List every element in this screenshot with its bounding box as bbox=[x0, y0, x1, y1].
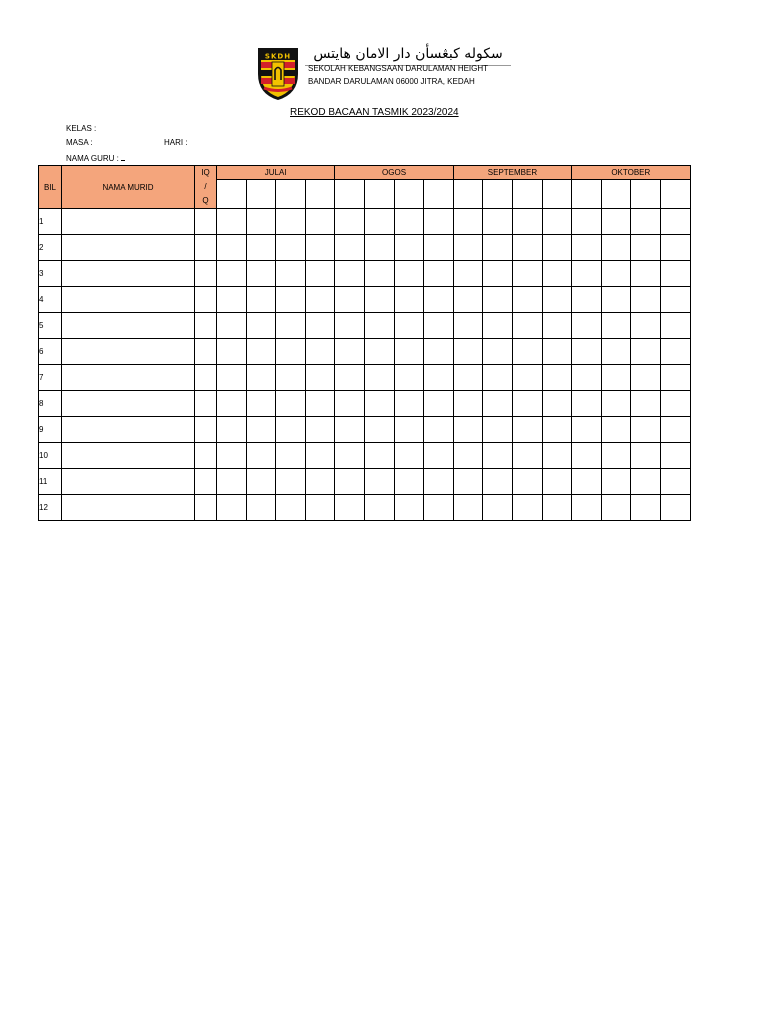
week-cell[interactable] bbox=[364, 339, 394, 365]
week-cell[interactable] bbox=[217, 469, 247, 495]
week-cell[interactable] bbox=[217, 417, 247, 443]
week-cell[interactable] bbox=[276, 235, 306, 261]
row-number: 4 bbox=[39, 287, 62, 313]
week-cell[interactable] bbox=[246, 391, 276, 417]
week-cell[interactable] bbox=[542, 469, 572, 495]
week-cell[interactable] bbox=[542, 235, 572, 261]
header-month-julai: JULAI bbox=[217, 166, 335, 180]
week-cell[interactable] bbox=[660, 261, 690, 287]
week-cell[interactable] bbox=[217, 365, 247, 391]
week-cell[interactable] bbox=[453, 417, 483, 443]
info-masa-label: MASA : bbox=[66, 138, 93, 147]
week-cell[interactable] bbox=[512, 469, 542, 495]
week-cell[interactable] bbox=[394, 391, 424, 417]
week-cell[interactable] bbox=[601, 287, 631, 313]
week-cell[interactable] bbox=[364, 313, 394, 339]
week-cell[interactable] bbox=[572, 443, 602, 469]
week-cell[interactable] bbox=[483, 287, 513, 313]
week-cell[interactable] bbox=[572, 287, 602, 313]
week-cell[interactable] bbox=[453, 443, 483, 469]
week-cell[interactable] bbox=[660, 235, 690, 261]
week-cell[interactable] bbox=[246, 287, 276, 313]
week-cell[interactable] bbox=[305, 287, 335, 313]
week-cell[interactable] bbox=[305, 339, 335, 365]
iqq-cell[interactable] bbox=[195, 469, 217, 495]
week-cell[interactable] bbox=[276, 495, 306, 521]
week-cell[interactable] bbox=[512, 261, 542, 287]
week-cell[interactable] bbox=[246, 443, 276, 469]
week-cell[interactable] bbox=[453, 365, 483, 391]
week-cell[interactable] bbox=[483, 235, 513, 261]
week-cell[interactable] bbox=[246, 365, 276, 391]
week-cell[interactable] bbox=[276, 443, 306, 469]
week-cell[interactable] bbox=[483, 391, 513, 417]
week-cell[interactable] bbox=[512, 339, 542, 365]
table-row bbox=[39, 365, 691, 391]
header-iqq-part: IQ bbox=[201, 168, 210, 177]
week-cell[interactable] bbox=[276, 313, 306, 339]
table-row bbox=[39, 495, 691, 521]
school-name-jawi: سکوله کبڠسأن دار الامان هايتس bbox=[305, 43, 511, 66]
week-cell[interactable] bbox=[542, 417, 572, 443]
nama-murid-cell[interactable] bbox=[62, 443, 195, 469]
week-cell[interactable] bbox=[335, 417, 365, 443]
table-row bbox=[39, 391, 691, 417]
week-cell[interactable] bbox=[394, 469, 424, 495]
week-cell[interactable] bbox=[631, 417, 661, 443]
week-cell[interactable] bbox=[512, 391, 542, 417]
header-week-cell bbox=[394, 180, 424, 209]
header-week-cell bbox=[217, 180, 247, 209]
table-row bbox=[39, 469, 691, 495]
week-cell[interactable] bbox=[601, 209, 631, 235]
week-cell[interactable] bbox=[305, 261, 335, 287]
week-cell[interactable] bbox=[453, 287, 483, 313]
iqq-cell[interactable] bbox=[195, 209, 217, 235]
week-cell[interactable] bbox=[512, 287, 542, 313]
header-week-cell bbox=[660, 180, 690, 209]
week-cell[interactable] bbox=[424, 391, 454, 417]
week-cell[interactable] bbox=[572, 469, 602, 495]
week-cell[interactable] bbox=[305, 235, 335, 261]
week-cell[interactable] bbox=[335, 339, 365, 365]
week-cell[interactable] bbox=[572, 417, 602, 443]
table-row bbox=[39, 417, 691, 443]
iqq-cell[interactable] bbox=[195, 417, 217, 443]
week-cell[interactable] bbox=[424, 495, 454, 521]
week-cell[interactable] bbox=[512, 365, 542, 391]
week-cell[interactable] bbox=[335, 391, 365, 417]
nama-murid-cell[interactable] bbox=[62, 365, 195, 391]
week-cell[interactable] bbox=[305, 417, 335, 443]
week-cell[interactable] bbox=[542, 261, 572, 287]
week-cell[interactable] bbox=[483, 209, 513, 235]
week-cell[interactable] bbox=[542, 443, 572, 469]
week-cell[interactable] bbox=[217, 209, 247, 235]
header-month-ogos: OGOS bbox=[335, 166, 453, 180]
week-cell[interactable] bbox=[305, 391, 335, 417]
week-cell[interactable] bbox=[217, 495, 247, 521]
week-cell[interactable] bbox=[542, 391, 572, 417]
week-cell[interactable] bbox=[364, 391, 394, 417]
week-cell[interactable] bbox=[276, 391, 306, 417]
week-cell[interactable] bbox=[364, 469, 394, 495]
week-cell[interactable] bbox=[453, 313, 483, 339]
week-cell[interactable] bbox=[305, 209, 335, 235]
week-cell[interactable] bbox=[572, 209, 602, 235]
row-number: 11 bbox=[39, 469, 62, 495]
row-number: 7 bbox=[39, 365, 62, 391]
table-row bbox=[39, 235, 691, 261]
week-cell[interactable] bbox=[542, 339, 572, 365]
header-week-cell bbox=[246, 180, 276, 209]
week-cell[interactable] bbox=[483, 313, 513, 339]
week-cell[interactable] bbox=[660, 417, 690, 443]
header-week-cell bbox=[305, 180, 335, 209]
school-crest-logo bbox=[256, 44, 300, 101]
week-cell[interactable] bbox=[276, 209, 306, 235]
week-cell[interactable] bbox=[424, 261, 454, 287]
week-cell[interactable] bbox=[364, 365, 394, 391]
week-cell[interactable] bbox=[631, 469, 661, 495]
info-nama-guru-label: NAMA GURU : bbox=[66, 154, 119, 163]
week-cell[interactable] bbox=[601, 235, 631, 261]
week-cell[interactable] bbox=[483, 365, 513, 391]
week-cell[interactable] bbox=[572, 365, 602, 391]
table-row bbox=[39, 287, 691, 313]
week-cell[interactable] bbox=[601, 391, 631, 417]
info-kelas-label: KELAS : bbox=[66, 124, 97, 133]
week-cell[interactable] bbox=[335, 365, 365, 391]
week-cell[interactable] bbox=[246, 339, 276, 365]
iqq-cell[interactable] bbox=[195, 443, 217, 469]
week-cell[interactable] bbox=[246, 261, 276, 287]
week-cell[interactable] bbox=[335, 469, 365, 495]
week-cell[interactable] bbox=[572, 261, 602, 287]
header-week-cell bbox=[601, 180, 631, 209]
week-cell[interactable] bbox=[276, 365, 306, 391]
row-number: 12 bbox=[39, 495, 62, 521]
week-cell[interactable] bbox=[660, 313, 690, 339]
header-week-cell bbox=[512, 180, 542, 209]
header-iqq-part: / bbox=[204, 182, 207, 191]
nama-murid-cell[interactable] bbox=[62, 235, 195, 261]
week-cell[interactable] bbox=[660, 287, 690, 313]
week-cell[interactable] bbox=[601, 469, 631, 495]
week-cell[interactable] bbox=[394, 417, 424, 443]
week-cell[interactable] bbox=[305, 443, 335, 469]
week-cell[interactable] bbox=[276, 261, 306, 287]
week-cell[interactable] bbox=[572, 235, 602, 261]
nama-murid-cell[interactable] bbox=[62, 495, 195, 521]
week-cell[interactable] bbox=[453, 391, 483, 417]
week-cell[interactable] bbox=[364, 417, 394, 443]
header-week-cell bbox=[453, 180, 483, 209]
week-cell[interactable] bbox=[364, 443, 394, 469]
week-cell[interactable] bbox=[660, 443, 690, 469]
week-cell[interactable] bbox=[483, 495, 513, 521]
week-cell[interactable] bbox=[394, 287, 424, 313]
header-nama-murid: NAMA MURID bbox=[62, 166, 195, 209]
week-cell[interactable] bbox=[601, 417, 631, 443]
week-cell[interactable] bbox=[394, 235, 424, 261]
week-cell[interactable] bbox=[512, 313, 542, 339]
header-iqq-part: Q bbox=[202, 196, 209, 205]
week-cell[interactable] bbox=[217, 339, 247, 365]
week-cell[interactable] bbox=[335, 235, 365, 261]
week-cell[interactable] bbox=[483, 339, 513, 365]
week-cell[interactable] bbox=[631, 235, 661, 261]
table-row bbox=[39, 261, 691, 287]
nama-murid-cell[interactable] bbox=[62, 417, 195, 443]
week-cell[interactable] bbox=[512, 417, 542, 443]
week-cell[interactable] bbox=[483, 443, 513, 469]
week-cell[interactable] bbox=[364, 235, 394, 261]
row-number: 8 bbox=[39, 391, 62, 417]
week-cell[interactable] bbox=[424, 287, 454, 313]
week-cell[interactable] bbox=[246, 469, 276, 495]
week-cell[interactable] bbox=[364, 261, 394, 287]
week-cell[interactable] bbox=[335, 443, 365, 469]
week-cell[interactable] bbox=[276, 339, 306, 365]
week-cell[interactable] bbox=[217, 287, 247, 313]
week-cell[interactable] bbox=[512, 235, 542, 261]
nama-murid-cell[interactable] bbox=[62, 313, 195, 339]
week-cell[interactable] bbox=[335, 209, 365, 235]
week-cell[interactable] bbox=[246, 417, 276, 443]
week-cell[interactable] bbox=[601, 313, 631, 339]
row-number: 1 bbox=[39, 209, 62, 235]
week-cell[interactable] bbox=[335, 495, 365, 521]
header-week-cell bbox=[631, 180, 661, 209]
iqq-cell[interactable] bbox=[195, 235, 217, 261]
week-cell[interactable] bbox=[246, 235, 276, 261]
week-cell[interactable] bbox=[246, 495, 276, 521]
week-cell[interactable] bbox=[276, 287, 306, 313]
week-cell[interactable] bbox=[305, 495, 335, 521]
week-cell[interactable] bbox=[424, 417, 454, 443]
header-week-cell bbox=[364, 180, 394, 209]
header-bil: BIL bbox=[39, 166, 62, 209]
week-cell[interactable] bbox=[660, 339, 690, 365]
rekod-table bbox=[38, 165, 691, 521]
iqq-cell[interactable] bbox=[195, 495, 217, 521]
week-cell[interactable] bbox=[660, 209, 690, 235]
week-cell[interactable] bbox=[453, 339, 483, 365]
week-cell[interactable] bbox=[424, 313, 454, 339]
week-cell[interactable] bbox=[217, 313, 247, 339]
header-week-cell bbox=[276, 180, 306, 209]
week-cell[interactable] bbox=[631, 391, 661, 417]
header-week-cell bbox=[483, 180, 513, 209]
week-cell[interactable] bbox=[246, 209, 276, 235]
iqq-cell[interactable] bbox=[195, 391, 217, 417]
school-name: SEKOLAH KEBANGSAAN DARULAMAN HEIGHT bbox=[308, 64, 489, 73]
svg-text:SKDH: SKDH bbox=[264, 52, 292, 61]
week-cell[interactable] bbox=[631, 261, 661, 287]
week-cell[interactable] bbox=[631, 443, 661, 469]
week-cell[interactable] bbox=[631, 495, 661, 521]
week-cell[interactable] bbox=[542, 313, 572, 339]
week-cell[interactable] bbox=[305, 469, 335, 495]
week-cell[interactable] bbox=[542, 365, 572, 391]
table-row bbox=[39, 339, 691, 365]
week-cell[interactable] bbox=[424, 443, 454, 469]
week-cell[interactable] bbox=[394, 365, 424, 391]
row-number: 3 bbox=[39, 261, 62, 287]
week-cell[interactable] bbox=[394, 209, 424, 235]
week-cell[interactable] bbox=[335, 261, 365, 287]
week-cell[interactable] bbox=[631, 287, 661, 313]
header-week-cell bbox=[542, 180, 572, 209]
week-cell[interactable] bbox=[424, 235, 454, 261]
week-cell[interactable] bbox=[631, 365, 661, 391]
header-iqq bbox=[195, 166, 217, 209]
week-cell[interactable] bbox=[572, 339, 602, 365]
week-cell[interactable] bbox=[660, 365, 690, 391]
table-row bbox=[39, 313, 691, 339]
row-number: 10 bbox=[39, 443, 62, 469]
row-number: 5 bbox=[39, 313, 62, 339]
iqq-cell[interactable] bbox=[195, 287, 217, 313]
table-row bbox=[39, 443, 691, 469]
week-cell[interactable] bbox=[217, 261, 247, 287]
nama-murid-cell[interactable] bbox=[62, 261, 195, 287]
week-cell[interactable] bbox=[424, 469, 454, 495]
week-cell[interactable] bbox=[453, 469, 483, 495]
week-cell[interactable] bbox=[512, 209, 542, 235]
week-cell[interactable] bbox=[276, 469, 306, 495]
week-cell[interactable] bbox=[483, 417, 513, 443]
week-cell[interactable] bbox=[335, 287, 365, 313]
week-cell[interactable] bbox=[512, 495, 542, 521]
nama-guru-blank bbox=[121, 152, 125, 161]
week-cell[interactable] bbox=[217, 235, 247, 261]
info-nama-guru bbox=[66, 152, 125, 163]
iqq-cell[interactable] bbox=[195, 339, 217, 365]
week-cell[interactable] bbox=[542, 495, 572, 521]
week-cell[interactable] bbox=[364, 287, 394, 313]
nama-murid-cell[interactable] bbox=[62, 469, 195, 495]
row-number: 9 bbox=[39, 417, 62, 443]
header-month-oktober: OKTOBER bbox=[572, 166, 690, 180]
week-cell[interactable] bbox=[660, 469, 690, 495]
week-cell[interactable] bbox=[364, 209, 394, 235]
week-cell[interactable] bbox=[217, 443, 247, 469]
row-number: 2 bbox=[39, 235, 62, 261]
week-cell[interactable] bbox=[542, 287, 572, 313]
header-month-september: SEPTEMBER bbox=[453, 166, 571, 180]
week-cell[interactable] bbox=[394, 339, 424, 365]
week-cell[interactable] bbox=[601, 261, 631, 287]
school-address: BANDAR DARULAMAN 06000 JITRA, KEDAH bbox=[308, 77, 475, 86]
week-cell[interactable] bbox=[483, 469, 513, 495]
nama-murid-cell[interactable] bbox=[62, 391, 195, 417]
week-cell[interactable] bbox=[660, 495, 690, 521]
nama-murid-cell[interactable] bbox=[62, 287, 195, 313]
table-row bbox=[39, 209, 691, 235]
week-cell[interactable] bbox=[276, 417, 306, 443]
week-cell[interactable] bbox=[572, 495, 602, 521]
week-cell[interactable] bbox=[453, 235, 483, 261]
header-week-cell bbox=[424, 180, 454, 209]
week-cell[interactable] bbox=[631, 209, 661, 235]
row-number: 6 bbox=[39, 339, 62, 365]
week-cell[interactable] bbox=[424, 209, 454, 235]
week-cell[interactable] bbox=[601, 339, 631, 365]
week-cell[interactable] bbox=[660, 391, 690, 417]
week-cell[interactable] bbox=[394, 443, 424, 469]
header-row-months bbox=[39, 166, 691, 180]
week-cell[interactable] bbox=[424, 365, 454, 391]
nama-murid-cell[interactable] bbox=[62, 339, 195, 365]
week-cell[interactable] bbox=[601, 365, 631, 391]
week-cell[interactable] bbox=[601, 443, 631, 469]
week-cell[interactable] bbox=[572, 313, 602, 339]
week-cell[interactable] bbox=[483, 261, 513, 287]
info-hari-label: HARI : bbox=[164, 138, 188, 147]
week-cell[interactable] bbox=[305, 365, 335, 391]
week-cell[interactable] bbox=[453, 261, 483, 287]
iqq-cell[interactable] bbox=[195, 365, 217, 391]
week-cell[interactable] bbox=[572, 391, 602, 417]
week-cell[interactable] bbox=[364, 495, 394, 521]
header-week-cell bbox=[335, 180, 365, 209]
week-cell[interactable] bbox=[512, 443, 542, 469]
week-cell[interactable] bbox=[453, 209, 483, 235]
week-cell[interactable] bbox=[631, 313, 661, 339]
iqq-cell[interactable] bbox=[195, 261, 217, 287]
week-cell[interactable] bbox=[542, 209, 572, 235]
week-cell[interactable] bbox=[394, 261, 424, 287]
document-title: REKOD BACAAN TASMIK 2023/2024 bbox=[290, 107, 459, 118]
header-week-cell bbox=[572, 180, 602, 209]
week-cell[interactable] bbox=[453, 495, 483, 521]
week-cell[interactable] bbox=[246, 313, 276, 339]
iqq-cell[interactable] bbox=[195, 313, 217, 339]
week-cell[interactable] bbox=[394, 313, 424, 339]
week-cell[interactable] bbox=[424, 339, 454, 365]
week-cell[interactable] bbox=[394, 495, 424, 521]
week-cell[interactable] bbox=[631, 339, 661, 365]
week-cell[interactable] bbox=[305, 313, 335, 339]
week-cell[interactable] bbox=[601, 495, 631, 521]
week-cell[interactable] bbox=[217, 391, 247, 417]
nama-murid-cell[interactable] bbox=[62, 209, 195, 235]
week-cell[interactable] bbox=[335, 313, 365, 339]
